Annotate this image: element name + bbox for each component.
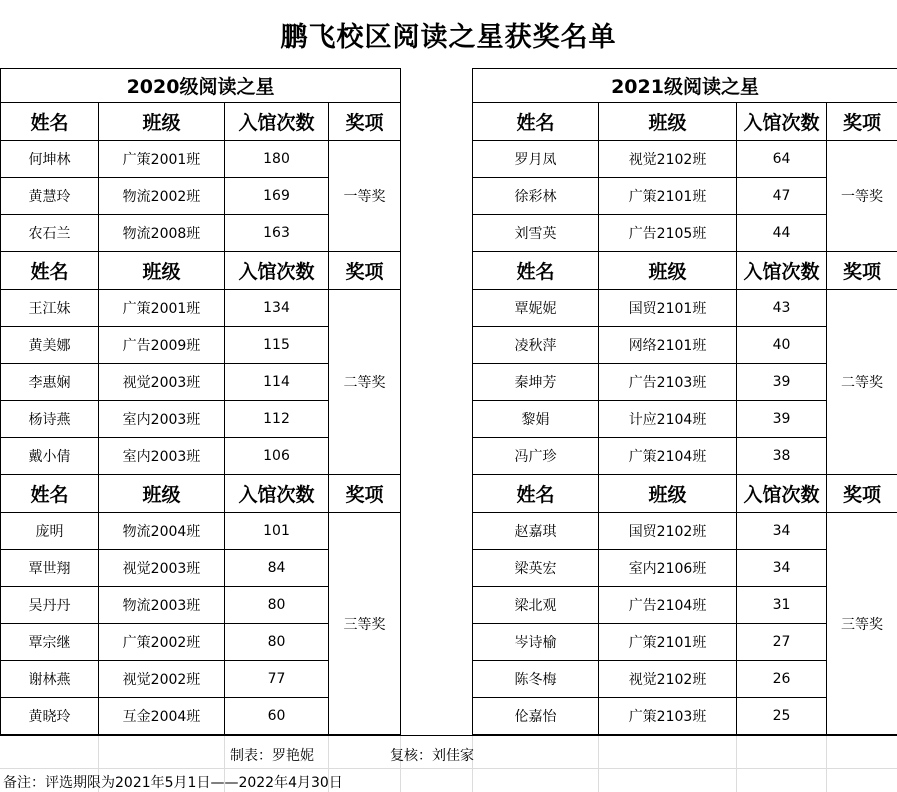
name-cell: 岑诗榆 — [473, 624, 599, 661]
prize-cell: 三等奖 — [827, 513, 897, 735]
name-cell: 赵嘉琪 — [473, 513, 599, 550]
count-cell: 163 — [225, 215, 329, 252]
class-cell: 互金2004班 — [99, 698, 225, 735]
prize-cell: 二等奖 — [329, 290, 401, 475]
gap-cell — [401, 103, 473, 141]
name-cell: 陈冬梅 — [473, 661, 599, 698]
table-row — [1, 624, 897, 661]
count-cell: 26 — [737, 661, 827, 698]
class-cell: 广策2103班 — [599, 698, 737, 735]
name-cell: 黄美娜 — [1, 327, 99, 364]
name-cell: 徐彩林 — [473, 178, 599, 215]
column-header: 班级 — [599, 103, 737, 141]
gap-cell — [401, 327, 473, 364]
class-cell: 物流2003班 — [99, 587, 225, 624]
gap-cell — [401, 438, 473, 475]
table-row — [1, 438, 897, 475]
divider — [0, 768, 897, 769]
prize-cell: 一等奖 — [827, 141, 897, 252]
count-cell: 34 — [737, 550, 827, 587]
column-header: 班级 — [599, 252, 737, 290]
count-cell: 112 — [225, 401, 329, 438]
name-cell: 杨诗燕 — [1, 401, 99, 438]
name-cell: 梁英宏 — [473, 550, 599, 587]
name-cell: 农石兰 — [1, 215, 99, 252]
class-cell: 广策2101班 — [599, 178, 737, 215]
table-row — [1, 141, 897, 178]
count-cell: 44 — [737, 215, 827, 252]
count-cell: 39 — [737, 401, 827, 438]
count-cell: 84 — [225, 550, 329, 587]
table-row — [1, 178, 897, 215]
count-cell: 169 — [225, 178, 329, 215]
class-cell: 广策2002班 — [99, 624, 225, 661]
name-cell: 庞明 — [1, 513, 99, 550]
table-row — [1, 364, 897, 401]
table-row — [1, 401, 897, 438]
count-cell: 114 — [225, 364, 329, 401]
checker-label: 复核：刘佳家 — [390, 745, 474, 765]
class-cell: 广策2001班 — [99, 290, 225, 327]
gap-cell — [401, 141, 473, 178]
column-header: 奖项 — [827, 252, 897, 290]
count-cell: 43 — [737, 290, 827, 327]
gap-cell — [401, 698, 473, 735]
name-cell: 谢林燕 — [1, 661, 99, 698]
class-cell: 广告2104班 — [599, 587, 737, 624]
name-cell: 戴小倩 — [1, 438, 99, 475]
name-cell: 秦坤芳 — [473, 364, 599, 401]
class-cell: 广告2105班 — [599, 215, 737, 252]
class-cell: 物流2004班 — [99, 513, 225, 550]
award-table — [0, 68, 897, 735]
count-cell: 38 — [737, 438, 827, 475]
column-header: 入馆次数 — [737, 103, 827, 141]
group-title-2021: 2021级阅读之星 — [473, 69, 897, 103]
column-header: 入馆次数 — [225, 475, 329, 513]
column-header: 奖项 — [827, 103, 897, 141]
count-cell: 77 — [225, 661, 329, 698]
class-cell: 视觉2003班 — [99, 364, 225, 401]
name-cell: 凌秋萍 — [473, 327, 599, 364]
name-cell: 伦嘉怡 — [473, 698, 599, 735]
note-label: 备注：评选期限为2021年5月1日——2022年4月30日 — [3, 772, 343, 792]
column-header: 姓名 — [1, 103, 99, 141]
class-cell: 广告2009班 — [99, 327, 225, 364]
column-header: 入馆次数 — [737, 252, 827, 290]
table-row — [1, 290, 897, 327]
column-header: 班级 — [99, 103, 225, 141]
column-header: 入馆次数 — [225, 252, 329, 290]
name-cell: 罗月凤 — [473, 141, 599, 178]
name-cell: 王江妹 — [1, 290, 99, 327]
count-cell: 134 — [225, 290, 329, 327]
column-header: 姓名 — [473, 475, 599, 513]
gap-cell — [401, 401, 473, 438]
name-cell: 覃妮妮 — [473, 290, 599, 327]
gap-cell — [401, 475, 473, 513]
gap-cell — [401, 513, 473, 550]
prize-cell: 二等奖 — [827, 290, 897, 475]
column-header: 姓名 — [1, 252, 99, 290]
gap-cell — [401, 550, 473, 587]
maker-label: 制表：罗艳妮 — [230, 745, 314, 765]
count-cell: 34 — [737, 513, 827, 550]
name-cell: 刘雪英 — [473, 215, 599, 252]
class-cell: 视觉2102班 — [599, 141, 737, 178]
count-cell: 180 — [225, 141, 329, 178]
count-cell: 60 — [225, 698, 329, 735]
class-cell: 广策2001班 — [99, 141, 225, 178]
table-row — [1, 513, 897, 550]
column-header: 班级 — [99, 475, 225, 513]
class-cell: 广策2101班 — [599, 624, 737, 661]
gap-cell — [401, 587, 473, 624]
column-header: 班级 — [99, 252, 225, 290]
class-cell: 视觉2002班 — [99, 661, 225, 698]
prize-cell: 三等奖 — [329, 513, 401, 735]
name-cell: 黎娟 — [473, 401, 599, 438]
column-header: 奖项 — [329, 252, 401, 290]
class-cell: 物流2002班 — [99, 178, 225, 215]
award-table-body — [1, 69, 897, 735]
class-cell: 国贸2101班 — [599, 290, 737, 327]
count-cell: 39 — [737, 364, 827, 401]
column-header: 奖项 — [329, 475, 401, 513]
class-cell: 室内2106班 — [599, 550, 737, 587]
name-cell: 覃世翔 — [1, 550, 99, 587]
count-cell: 115 — [225, 327, 329, 364]
count-cell: 25 — [737, 698, 827, 735]
gap-cell — [401, 69, 473, 103]
gap-cell — [401, 178, 473, 215]
count-cell: 106 — [225, 438, 329, 475]
count-cell: 47 — [737, 178, 827, 215]
column-header: 班级 — [599, 475, 737, 513]
count-cell: 64 — [737, 141, 827, 178]
column-header: 入馆次数 — [225, 103, 329, 141]
count-cell: 27 — [737, 624, 827, 661]
count-cell: 80 — [225, 624, 329, 661]
column-header: 奖项 — [329, 103, 401, 141]
name-cell: 李惠娴 — [1, 364, 99, 401]
class-cell: 室内2003班 — [99, 438, 225, 475]
name-cell: 何坤林 — [1, 141, 99, 178]
count-cell: 80 — [225, 587, 329, 624]
gap-cell — [401, 252, 473, 290]
name-cell: 冯广珍 — [473, 438, 599, 475]
name-cell: 吴丹丹 — [1, 587, 99, 624]
gap-cell — [401, 364, 473, 401]
table-row — [1, 661, 897, 698]
class-cell: 视觉2102班 — [599, 661, 737, 698]
name-cell: 黄晓玲 — [1, 698, 99, 735]
gap-cell — [401, 661, 473, 698]
class-cell: 物流2008班 — [99, 215, 225, 252]
column-header: 姓名 — [1, 475, 99, 513]
count-cell: 101 — [225, 513, 329, 550]
class-cell: 国贸2102班 — [599, 513, 737, 550]
column-header: 姓名 — [473, 103, 599, 141]
class-cell: 网络2101班 — [599, 327, 737, 364]
gap-cell — [401, 215, 473, 252]
class-cell: 广策2104班 — [599, 438, 737, 475]
column-header: 姓名 — [473, 252, 599, 290]
table-row — [1, 587, 897, 624]
name-cell: 梁北观 — [473, 587, 599, 624]
table-row — [1, 698, 897, 735]
class-cell: 计应2104班 — [599, 401, 737, 438]
page-title: 鹏飞校区阅读之星获奖名单 — [0, 0, 897, 68]
column-header: 奖项 — [827, 475, 897, 513]
name-cell: 黄慧玲 — [1, 178, 99, 215]
column-header: 入馆次数 — [737, 475, 827, 513]
count-cell: 40 — [737, 327, 827, 364]
class-cell: 视觉2003班 — [99, 550, 225, 587]
prize-cell: 一等奖 — [329, 141, 401, 252]
group-title-2020: 2020级阅读之星 — [1, 69, 401, 103]
class-cell: 室内2003班 — [99, 401, 225, 438]
gap-cell — [401, 624, 473, 661]
table-row — [1, 550, 897, 587]
table-row — [1, 327, 897, 364]
class-cell: 广告2103班 — [599, 364, 737, 401]
gap-cell — [401, 290, 473, 327]
table-row — [1, 215, 897, 252]
name-cell: 覃宗继 — [1, 624, 99, 661]
count-cell: 31 — [737, 587, 827, 624]
